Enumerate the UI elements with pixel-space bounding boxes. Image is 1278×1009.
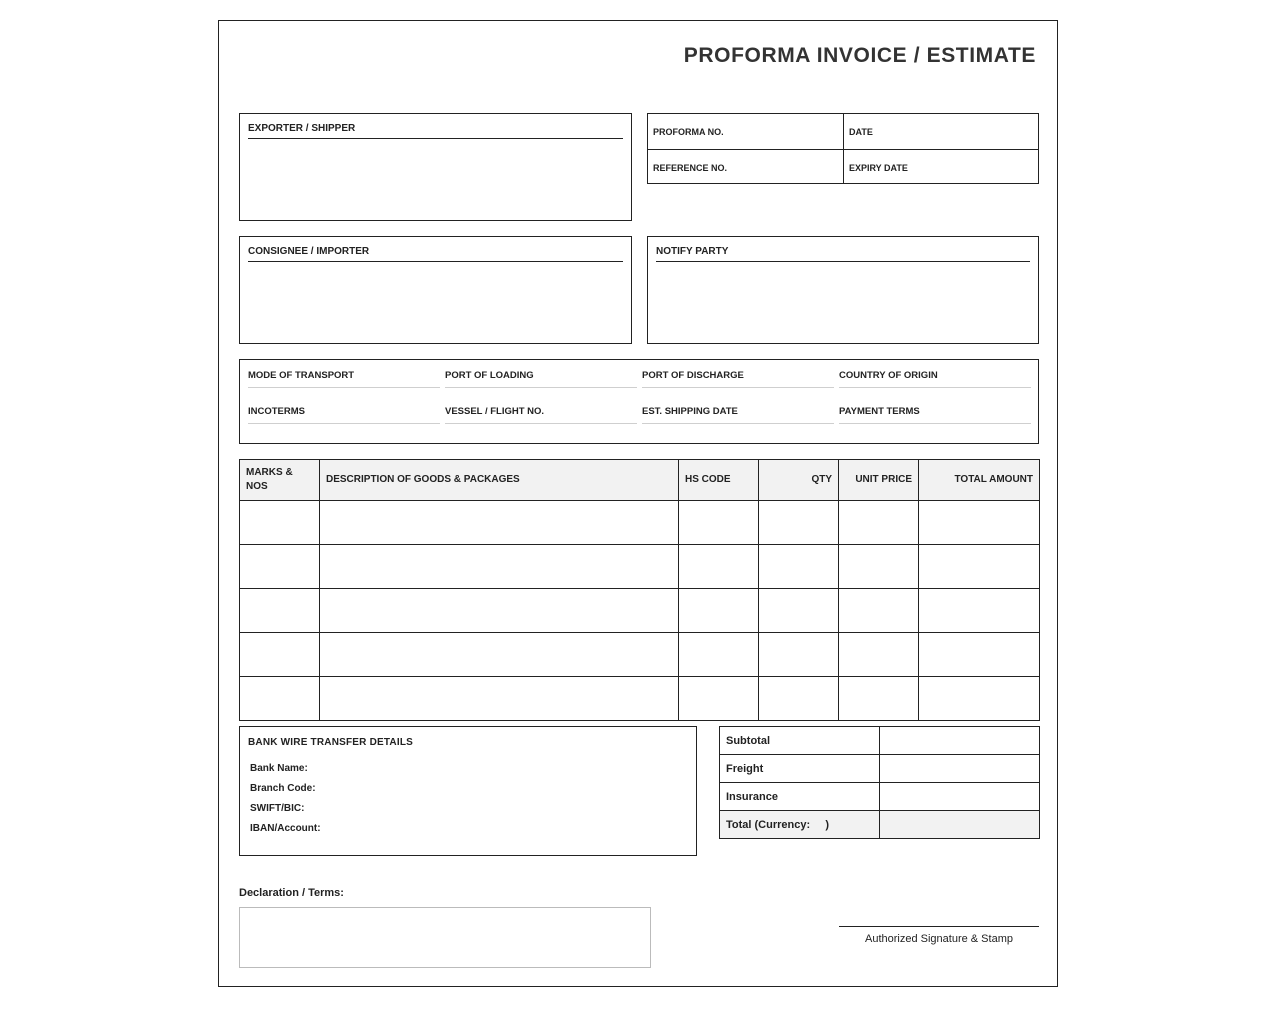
date-field[interactable]: DATE bbox=[843, 114, 1038, 149]
insurance-value[interactable] bbox=[880, 783, 1040, 811]
exporter-box[interactable] bbox=[239, 113, 632, 221]
reference-grid bbox=[647, 113, 1039, 184]
cell-unit-price[interactable] bbox=[839, 501, 919, 545]
subtotal-row bbox=[720, 727, 1040, 755]
cell-unit-price[interactable] bbox=[839, 633, 919, 677]
table-row bbox=[240, 589, 1040, 633]
col-qty: QTY bbox=[759, 460, 839, 501]
cell-marks[interactable] bbox=[240, 501, 320, 545]
cell-qty[interactable] bbox=[759, 677, 839, 721]
cell-description[interactable] bbox=[320, 589, 679, 633]
insurance-label: Insurance bbox=[720, 783, 880, 811]
consignee-label: CONSIGNEE / IMPORTER bbox=[248, 246, 623, 262]
declaration-label: Declaration / Terms: bbox=[239, 887, 344, 899]
cell-description[interactable] bbox=[320, 501, 679, 545]
cell-total[interactable] bbox=[919, 677, 1040, 721]
notify-party-label: NOTIFY PARTY bbox=[656, 246, 1030, 262]
reference-no-field[interactable]: REFERENCE NO. bbox=[648, 149, 843, 184]
subtotal-value[interactable] bbox=[880, 727, 1040, 755]
signature-line[interactable] bbox=[839, 926, 1039, 927]
table-row bbox=[240, 677, 1040, 721]
subtotal-label: Subtotal bbox=[720, 727, 880, 755]
col-hs-code: HS CODE bbox=[679, 460, 759, 501]
cell-total[interactable] bbox=[919, 501, 1040, 545]
insurance-row bbox=[720, 783, 1040, 811]
cell-description[interactable] bbox=[320, 545, 679, 589]
cell-marks[interactable] bbox=[240, 677, 320, 721]
swift-bic-label[interactable]: SWIFT/BIC: bbox=[250, 803, 305, 814]
invoice-page bbox=[218, 20, 1058, 987]
freight-row bbox=[720, 755, 1040, 783]
port-of-loading-field[interactable]: PORT OF LOADING bbox=[445, 360, 637, 388]
cell-marks[interactable] bbox=[240, 545, 320, 589]
totals-table bbox=[719, 726, 1040, 839]
shipping-details bbox=[239, 359, 1039, 444]
cell-hs-code[interactable] bbox=[679, 633, 759, 677]
cell-hs-code[interactable] bbox=[679, 501, 759, 545]
cell-description[interactable] bbox=[320, 633, 679, 677]
incoterms-field[interactable]: INCOTERMS bbox=[248, 396, 440, 424]
table-row bbox=[240, 501, 1040, 545]
goods-header-row bbox=[240, 460, 1040, 501]
cell-qty[interactable] bbox=[759, 589, 839, 633]
cell-hs-code[interactable] bbox=[679, 677, 759, 721]
total-row bbox=[720, 811, 1040, 839]
consignee-box[interactable] bbox=[239, 236, 632, 344]
cell-qty[interactable] bbox=[759, 545, 839, 589]
cell-qty[interactable] bbox=[759, 501, 839, 545]
expiry-date-field[interactable]: EXPIRY DATE bbox=[843, 149, 1038, 184]
mode-of-transport-field[interactable]: MODE OF TRANSPORT bbox=[248, 360, 440, 388]
proforma-no-field[interactable]: PROFORMA NO. bbox=[653, 127, 724, 137]
cell-total[interactable] bbox=[919, 545, 1040, 589]
total-label: Total (Currency: ) bbox=[720, 811, 880, 839]
port-of-discharge-field[interactable]: PORT OF DISCHARGE bbox=[642, 360, 834, 388]
table-row bbox=[240, 633, 1040, 677]
col-marks-nos: MARKS & NOS bbox=[240, 460, 320, 501]
est-shipping-date-field[interactable]: EST. SHIPPING DATE bbox=[642, 396, 834, 424]
cell-marks[interactable] bbox=[240, 633, 320, 677]
bank-details-heading: BANK WIRE TRANSFER DETAILS bbox=[248, 737, 414, 748]
cell-total[interactable] bbox=[919, 633, 1040, 677]
bank-details-box bbox=[239, 726, 697, 856]
freight-value[interactable] bbox=[880, 755, 1040, 783]
payment-terms-field[interactable]: PAYMENT TERMS bbox=[839, 396, 1031, 424]
iban-account-label[interactable]: IBAN/Account: bbox=[250, 823, 321, 834]
cell-unit-price[interactable] bbox=[839, 677, 919, 721]
cell-description[interactable] bbox=[320, 677, 679, 721]
cell-unit-price[interactable] bbox=[839, 589, 919, 633]
cell-hs-code[interactable] bbox=[679, 545, 759, 589]
notify-party-box[interactable] bbox=[647, 236, 1039, 344]
signature-label: Authorized Signature & Stamp bbox=[865, 933, 1013, 945]
col-total-amount: TOTAL AMOUNT bbox=[919, 460, 1040, 501]
freight-label: Freight bbox=[720, 755, 880, 783]
country-of-origin-field[interactable]: COUNTRY OF ORIGIN bbox=[839, 360, 1031, 388]
table-row bbox=[240, 545, 1040, 589]
branch-code-label[interactable]: Branch Code: bbox=[250, 783, 316, 794]
col-unit-price: UNIT PRICE bbox=[839, 460, 919, 501]
vessel-flight-field[interactable]: VESSEL / FLIGHT NO. bbox=[445, 396, 637, 424]
cell-marks[interactable] bbox=[240, 589, 320, 633]
document-title: PROFORMA INVOICE / ESTIMATE bbox=[683, 44, 1036, 67]
col-description: DESCRIPTION OF GOODS & PACKAGES bbox=[320, 460, 679, 501]
cell-total[interactable] bbox=[919, 589, 1040, 633]
total-value[interactable] bbox=[880, 811, 1040, 839]
cell-qty[interactable] bbox=[759, 633, 839, 677]
exporter-label: EXPORTER / SHIPPER bbox=[248, 123, 623, 139]
bank-name-label[interactable]: Bank Name: bbox=[250, 763, 308, 774]
goods-table bbox=[239, 459, 1040, 721]
declaration-input[interactable] bbox=[239, 907, 651, 968]
cell-unit-price[interactable] bbox=[839, 545, 919, 589]
cell-hs-code[interactable] bbox=[679, 589, 759, 633]
